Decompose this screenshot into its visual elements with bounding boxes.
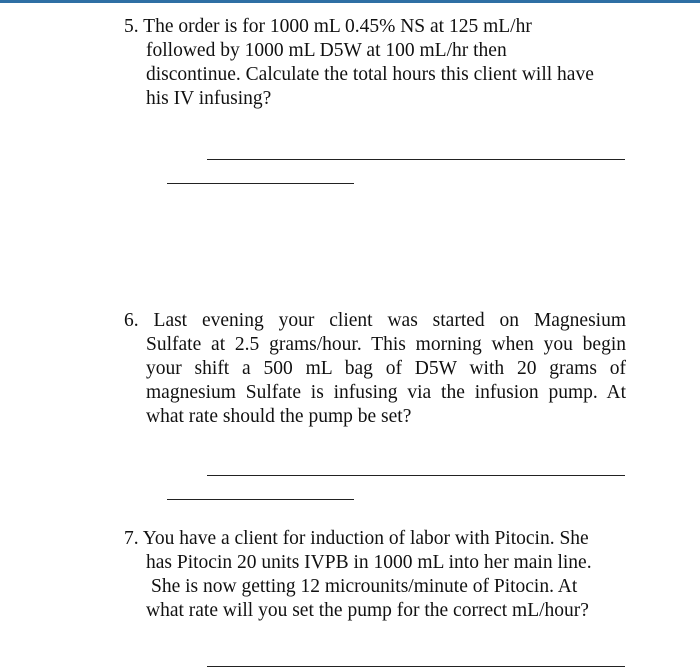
question-5-number: 5.	[124, 16, 139, 37]
question-6-line-2: Sulfate at 2.5 grams/hour. This morning when you begin	[146, 334, 626, 355]
question-5-line-2: followed by 1000 mL D5W at 100 mL/hr then	[146, 40, 507, 61]
question-6-line-5: what rate should the pump be set?	[146, 406, 412, 427]
question-7	[124, 527, 626, 623]
question-7-line-1: 7. You have a client for induction of labor with Pitocin. She	[124, 528, 589, 549]
question-7-number: 7.	[124, 528, 139, 549]
top-border-rule	[0, 0, 700, 3]
answer-line-5b[interactable]	[167, 183, 354, 184]
answer-line-6b[interactable]	[167, 499, 354, 500]
question-6	[124, 309, 626, 429]
question-7-line-3: She is now getting 12 microunits/minute of Pitocin. At	[151, 576, 578, 597]
question-5	[124, 15, 626, 111]
question-7-line-4: what rate will you set the pump for the correct mL/hour?	[146, 600, 589, 621]
question-5-line-1: 5. The order is for 1000 mL 0.45% NS at 125 mL/hr	[124, 16, 532, 37]
question-6-number: 6.	[124, 310, 139, 331]
question-5-line-4: his IV infusing?	[146, 88, 272, 109]
question-5-line-3: discontinue. Calculate the total hours this client will have	[146, 64, 594, 85]
answer-line-7a[interactable]	[207, 666, 625, 667]
question-7-line-2: has Pitocin 20 units IVPB in 1000 mL into her main line.	[146, 552, 592, 573]
question-6-line-4: magnesium Sulfate is infusing via the infusion pump. At	[146, 382, 626, 403]
answer-line-5a[interactable]	[207, 159, 625, 160]
question-6-line-1: 6. Last evening your client was started on Magnesium	[124, 310, 626, 331]
question-6-line-3: your shift a 500 mL bag of D5W with 20 grams of	[146, 358, 626, 379]
answer-line-6a[interactable]	[207, 475, 625, 476]
